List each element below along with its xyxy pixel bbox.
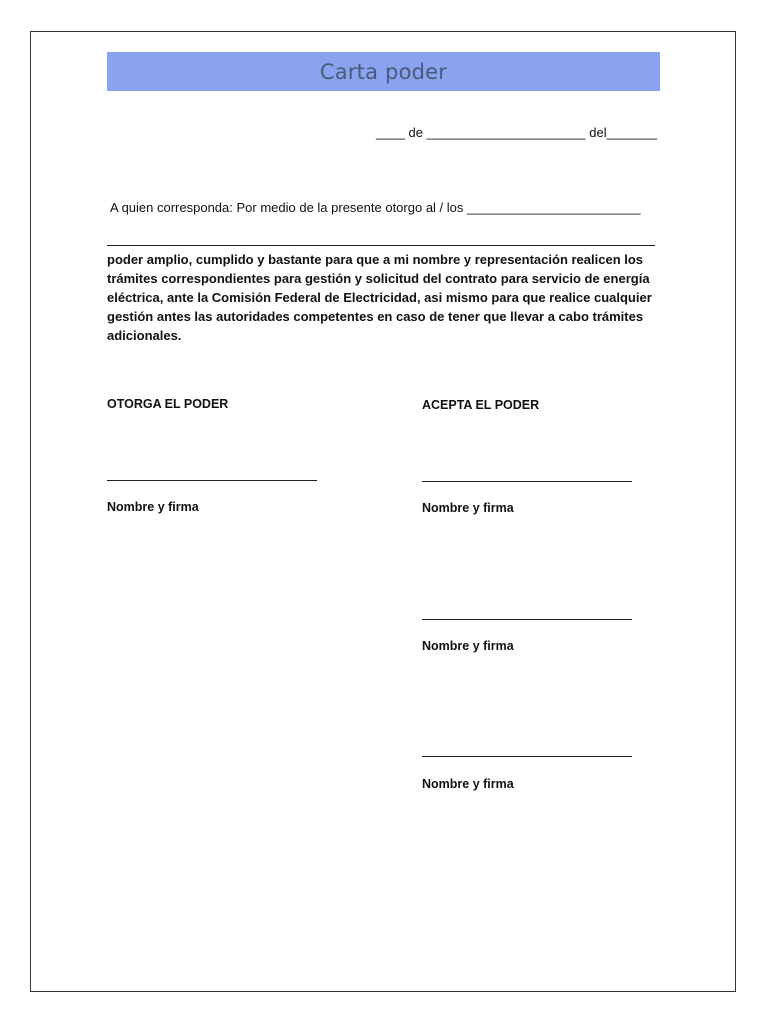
- acceptor-signature-label-1: Nombre y firma: [422, 501, 514, 515]
- acceptor-signature-rule-1: [422, 481, 632, 482]
- title-banner: [107, 52, 660, 91]
- salutation-line: A quien corresponda: Por medio de la presente otorgo al / los ________________________: [110, 200, 641, 215]
- grantor-signature-rule: [107, 480, 317, 481]
- acceptor-signature-rule-3: [422, 756, 632, 757]
- acceptor-signature-rule-2: [422, 619, 632, 620]
- document-title: Carta poder: [319, 59, 448, 84]
- grantor-signature-label: Nombre y firma: [107, 500, 199, 514]
- body-paragraph: poder amplio, cumplido y bastante para que a mi nombre y representación realicen los trámites correspondientes para gestión y solicitud del contrato para servicio de energía eléctrica, ante la Comisión Federal de Electricidad, asi mismo para que realice cualquier gestión antes las autoridades competentes en caso de tener que llevar a cabo trámites adicionales.: [107, 252, 652, 343]
- acceptor-signature-label-3: Nombre y firma: [422, 777, 514, 791]
- recipient-blank-rule: [107, 245, 655, 246]
- acceptor-heading: ACEPTA EL PODER: [422, 398, 540, 412]
- acceptor-signature-label-2: Nombre y firma: [422, 639, 514, 653]
- date-line: ____ de ______________________ del_______: [376, 125, 658, 140]
- grantor-heading: OTORGA EL PODER: [107, 397, 229, 411]
